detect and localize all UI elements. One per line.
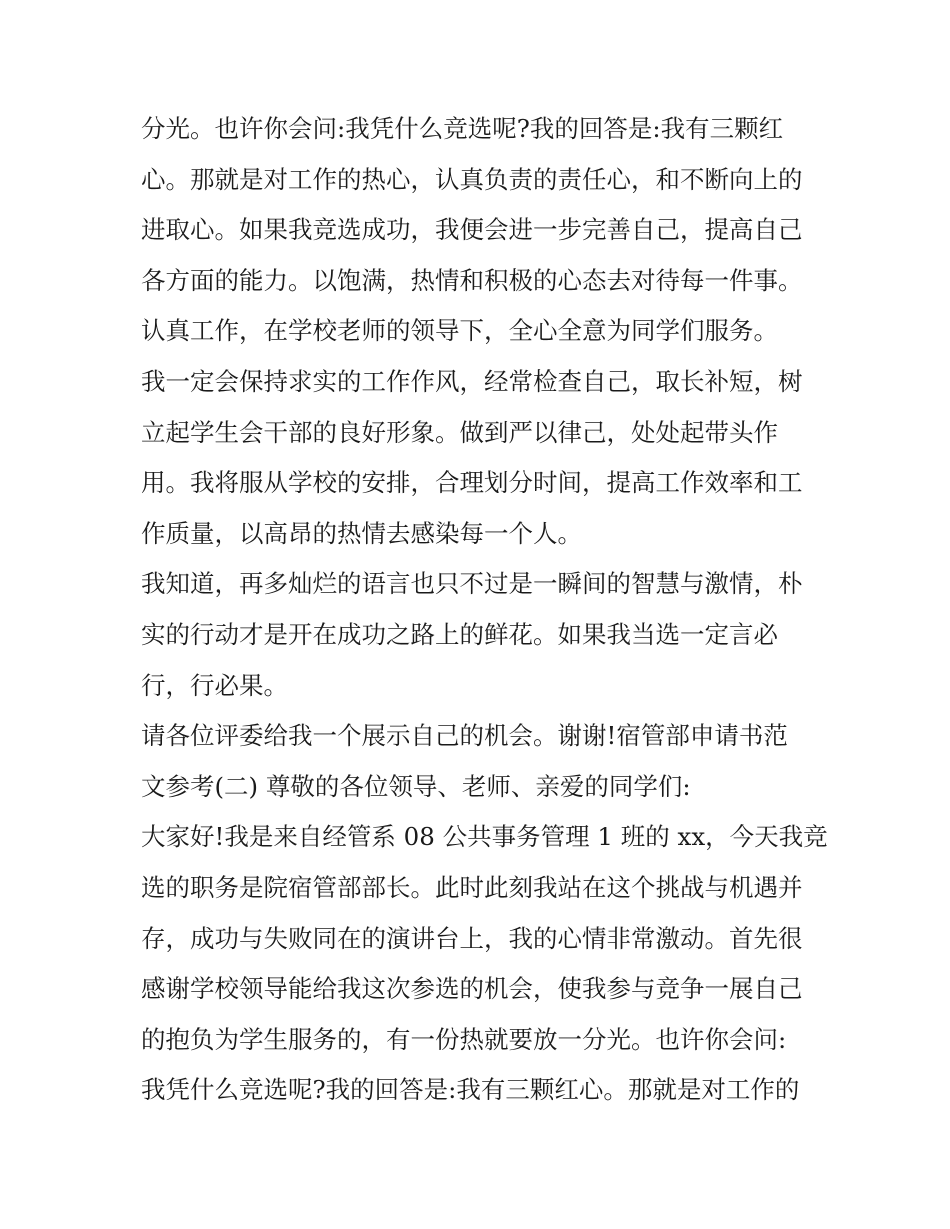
text-line: 实的行动才是开在成功之路上的鲜花。如果我当选一定言必 bbox=[141, 619, 778, 649]
text-line: 用。我将服从学校的安排，合理划分时间，提高工作效率和工 bbox=[141, 468, 803, 498]
text-line: 感谢学校领导能给我这次参选的机会，使我参与竞争一展自己 bbox=[141, 974, 803, 1004]
body-text bbox=[141, 104, 828, 1116]
text-line: 立起学生会干部的良好形象。做到严以律己，处处起带头作 bbox=[141, 417, 778, 447]
text-line: 心。那就是对工作的热心，认真负责的责任心，和不断向上的 bbox=[141, 164, 803, 194]
text-line: 认真工作，在学校老师的领导下，全心全意为同学们服务。 bbox=[141, 316, 778, 346]
text-line: 我知道，再多灿烂的语言也只不过是一瞬间的智慧与激情，朴 bbox=[141, 569, 803, 599]
text-line: 进取心。如果我竞选成功，我便会进一步完善自己，提高自己 bbox=[141, 215, 803, 245]
text-line: 分光。也许你会问:我凭什么竞选呢?我的回答是:我有三颗红 bbox=[141, 114, 784, 143]
text-line: 文参考(二) 尊敬的各位领导、老师、亲爱的同学们: bbox=[141, 771, 691, 801]
text-line: 请各位评委给我一个展示自己的机会。谢谢!宿管部申请书范 bbox=[141, 721, 788, 751]
text-line: 选的职务是院宿管部部长。此时此刻我站在这个挑战与机遇并 bbox=[141, 872, 803, 902]
text-line: 我凭什么竞选呢?我的回答是:我有三颗红心。那就是对工作的 bbox=[141, 1075, 800, 1105]
text-line: 的抱负为学生服务的，有一份热就要放一分光。也许你会问: bbox=[141, 1024, 787, 1054]
text-line: 我一定会保持求实的工作作风，经常检查自己，取长补短，树 bbox=[141, 366, 803, 396]
text-line: 大家好!我是来自经管系 08 公共事务管理 1 班的 xx，今天我竞 bbox=[141, 822, 828, 852]
text-line: 行，行必果。 bbox=[141, 670, 288, 700]
text-line: 存，成功与失败同在的演讲台上，我的心情非常激动。首先很 bbox=[141, 923, 803, 953]
text-line: 各方面的能力。以饱满，热情和积极的心态去对待每一件事。 bbox=[141, 265, 803, 295]
text-line: 作质量，以高昂的热情去感染每一个人。 bbox=[141, 518, 582, 548]
